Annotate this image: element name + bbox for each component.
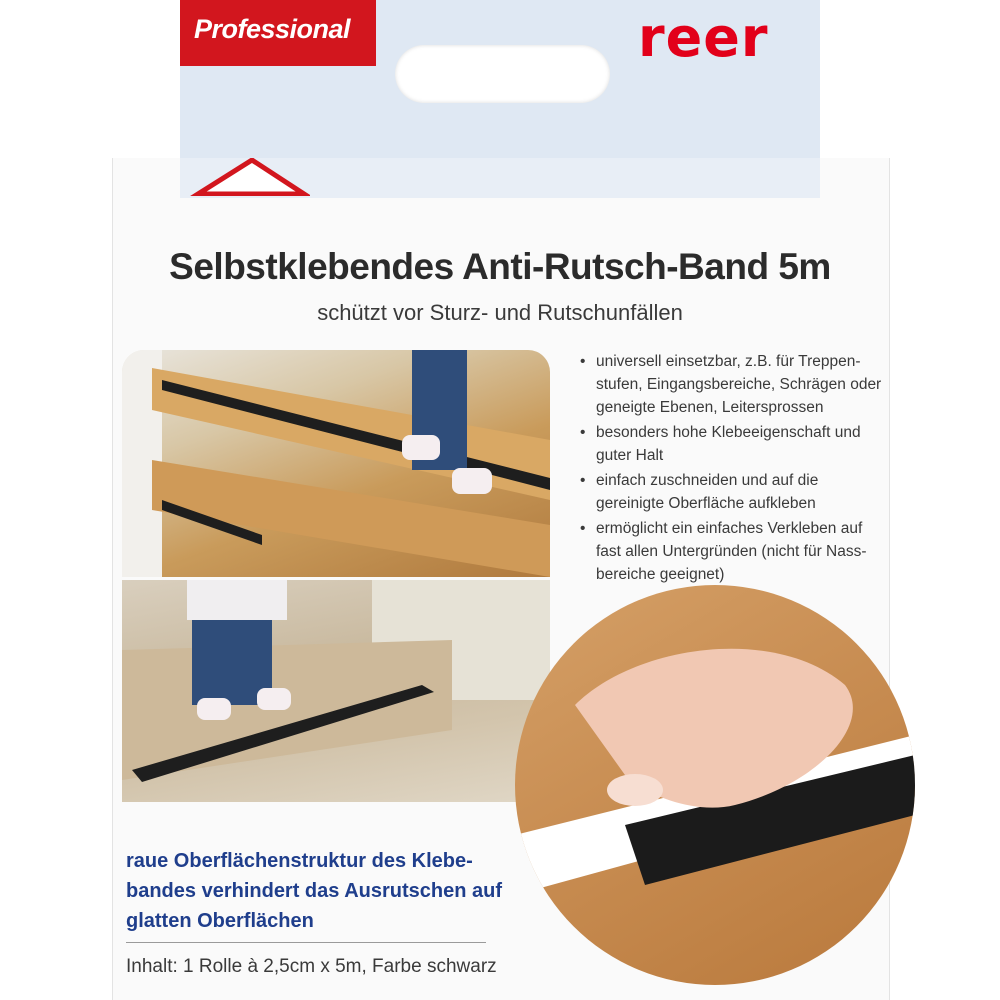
list-item: • einfach zuschneiden und auf die gereinigte Oberfläche aufkleben [578, 469, 888, 515]
hang-hole [395, 45, 610, 103]
list-item: • universell einsetzbar, z.B. für Treppen-stufen, Eingangsbereiche, Schrägen oder geneigte Ebenen, Leitersprossen [578, 350, 888, 419]
info-strip-text [318, 160, 798, 196]
package-contents: Inhalt: 1 Rolle à 2,5cm x 5m, Farbe schwarz [126, 956, 497, 977]
feature-list [578, 350, 888, 588]
surface-highlight-text: raue Oberflächenstruktur des Klebe-bandes verhindert das Ausrutschen auf glatten Oberflächen [126, 850, 503, 932]
list-item: • ermöglicht ein einfaches Verkleben auf fast allen Untergründen (nicht für Nass-bereiche geeignet) [578, 517, 888, 586]
list-item: • besonders hohe Klebeeigenschaft und guter Halt [578, 421, 888, 467]
safety-triangle-icon [190, 158, 310, 196]
badge-label: Professional [194, 14, 351, 44]
product-title: Selbstklebendes Anti-Rutsch-Band 5m [169, 246, 831, 287]
stairs-photo-stone [122, 580, 550, 802]
product-subtitle: schützt vor Sturz- und Rutschunfällen [317, 300, 683, 325]
professional-badge [180, 0, 376, 66]
application-photo [515, 585, 915, 985]
brand-logo: reer [638, 6, 769, 69]
divider [126, 942, 486, 943]
stairs-photo-wood [122, 350, 550, 577]
